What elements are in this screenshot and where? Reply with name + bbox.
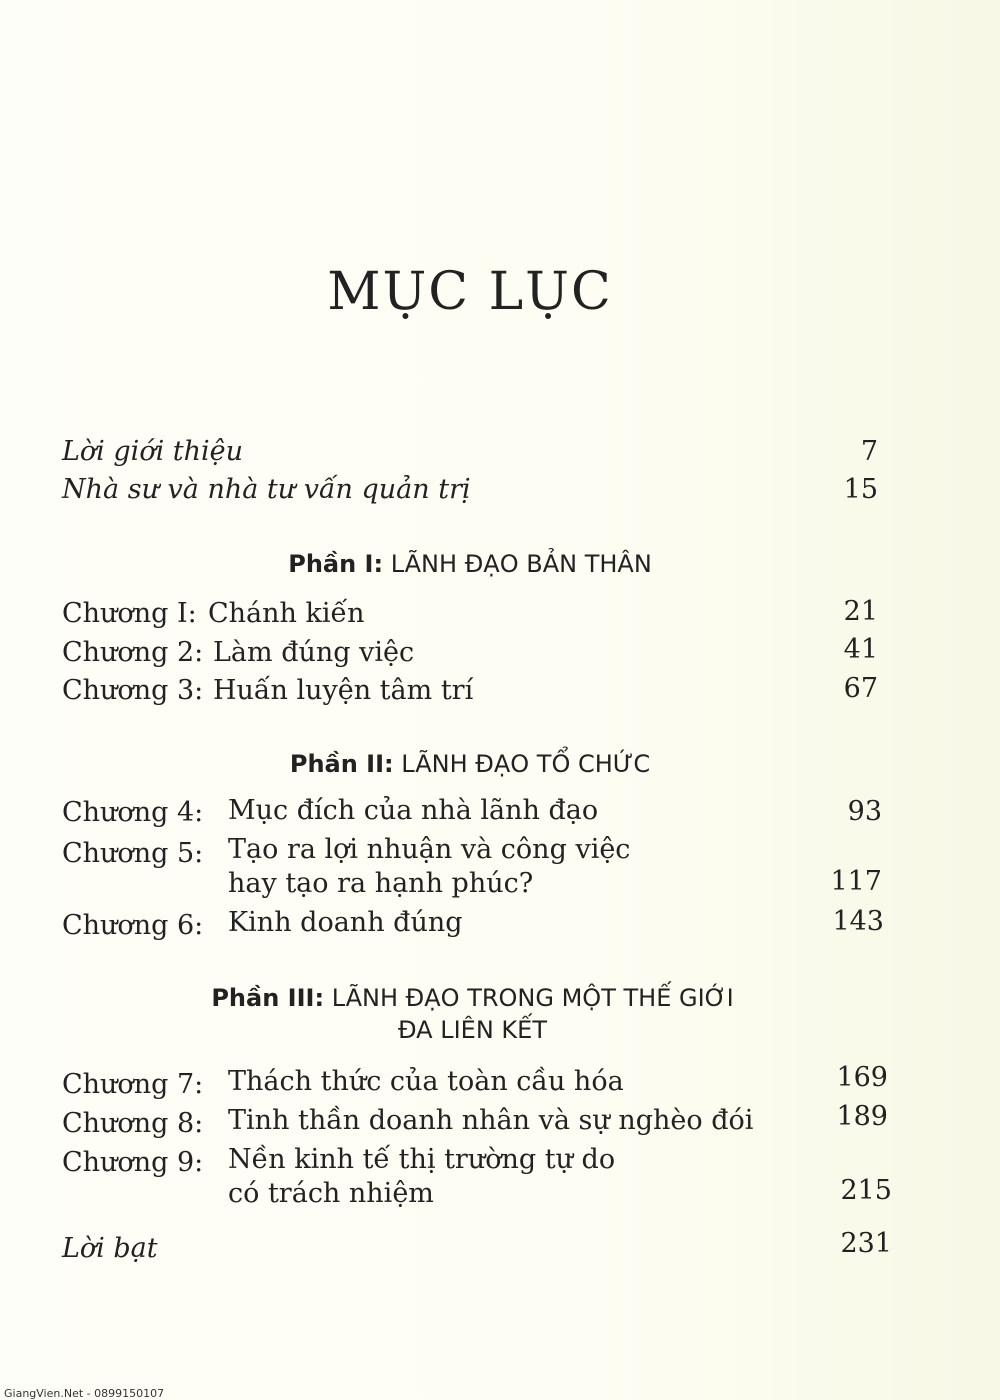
chapter-8-page: 189 (836, 1101, 888, 1132)
chapter-3-page: 67 (843, 673, 878, 704)
chapter-4-number: Chương 4: (62, 797, 204, 828)
part-1-heading (0, 550, 940, 579)
part-2-prefix: Phần II: (289, 750, 394, 778)
part-3-prefix: Phần III: (211, 984, 325, 1012)
part-3-heading-line-2 (0, 1016, 945, 1045)
chapter-5-page: 117 (830, 866, 882, 897)
chapter-9-title-line-2: có trách nhiệm (228, 1178, 434, 1209)
chapter-7-title: Thách thức của toàn cầu hóa (228, 1066, 624, 1097)
part-1-prefix: Phần I: (288, 550, 384, 578)
part-3-heading (0, 984, 945, 1013)
chapter-1-title: Chánh kiến (208, 598, 365, 629)
chapter-4-title: Mục đích của nhà lãnh đạo (228, 795, 599, 826)
chapter-7-number: Chương 7: (62, 1069, 204, 1100)
toc-entry-monk-label: Nhà sư và nhà tư vấn quản trị (62, 474, 471, 505)
chapter-8-title: Tinh thần doanh nhân và sự nghèo đói (228, 1105, 754, 1136)
chapter-6-number: Chương 6: (62, 910, 204, 941)
chapter-1-number: Chương I: (62, 598, 197, 629)
chapter-2-number: Chương 2: (62, 637, 204, 668)
toc-entry-afterword-label: Lời bạt (62, 1233, 158, 1264)
chapter-6-page: 143 (832, 906, 884, 937)
chapter-9-number: Chương 9: (62, 1147, 204, 1178)
chapter-4-page: 93 (847, 796, 882, 827)
chapter-9-page: 215 (840, 1175, 892, 1206)
chapter-1-page: 21 (843, 596, 878, 627)
chapter-2-page: 41 (843, 634, 878, 665)
chapter-3-title: Huấn luyện tâm trí (213, 675, 474, 706)
part-1-title: LÃNH ĐẠO BẢN THÂN (390, 550, 652, 578)
toc-entry-intro-label: Lời giới thiệu (62, 436, 244, 467)
chapter-8-number: Chương 8: (62, 1108, 204, 1139)
chapter-5-title-line-1: Tạo ra lợi nhuận và công việc (228, 834, 631, 865)
chapter-5-number: Chương 5: (62, 838, 204, 869)
toc-entry-afterword-page: 231 (840, 1228, 892, 1259)
toc-entry-monk-page: 15 (843, 474, 878, 505)
chapter-2-title: Làm đúng việc (213, 637, 415, 668)
chapter-5-title-line-2: hay tạo ra hạnh phúc? (228, 868, 534, 899)
chapter-3-number: Chương 3: (62, 675, 204, 706)
page-title: MỤC LỤC (327, 262, 613, 322)
footer-watermark: GiangVien.Net - 0899150107 (4, 1387, 165, 1400)
part-3-title-line-1: LÃNH ĐẠO TRONG MỘT THẾ GIỚI (331, 984, 734, 1012)
chapter-6-title: Kinh doanh đúng (228, 907, 463, 938)
part-3-title-line-2: ĐA LIÊN KẾT (398, 1016, 547, 1044)
toc-entry-intro-page: 7 (860, 436, 878, 467)
part-2-heading (0, 750, 940, 779)
chapter-7-page: 169 (836, 1062, 888, 1093)
part-2-title: LÃNH ĐẠO TỔ CHỨC (401, 750, 651, 778)
chapter-9-title-line-1: Nền kinh tế thị trường tự do (228, 1144, 616, 1175)
